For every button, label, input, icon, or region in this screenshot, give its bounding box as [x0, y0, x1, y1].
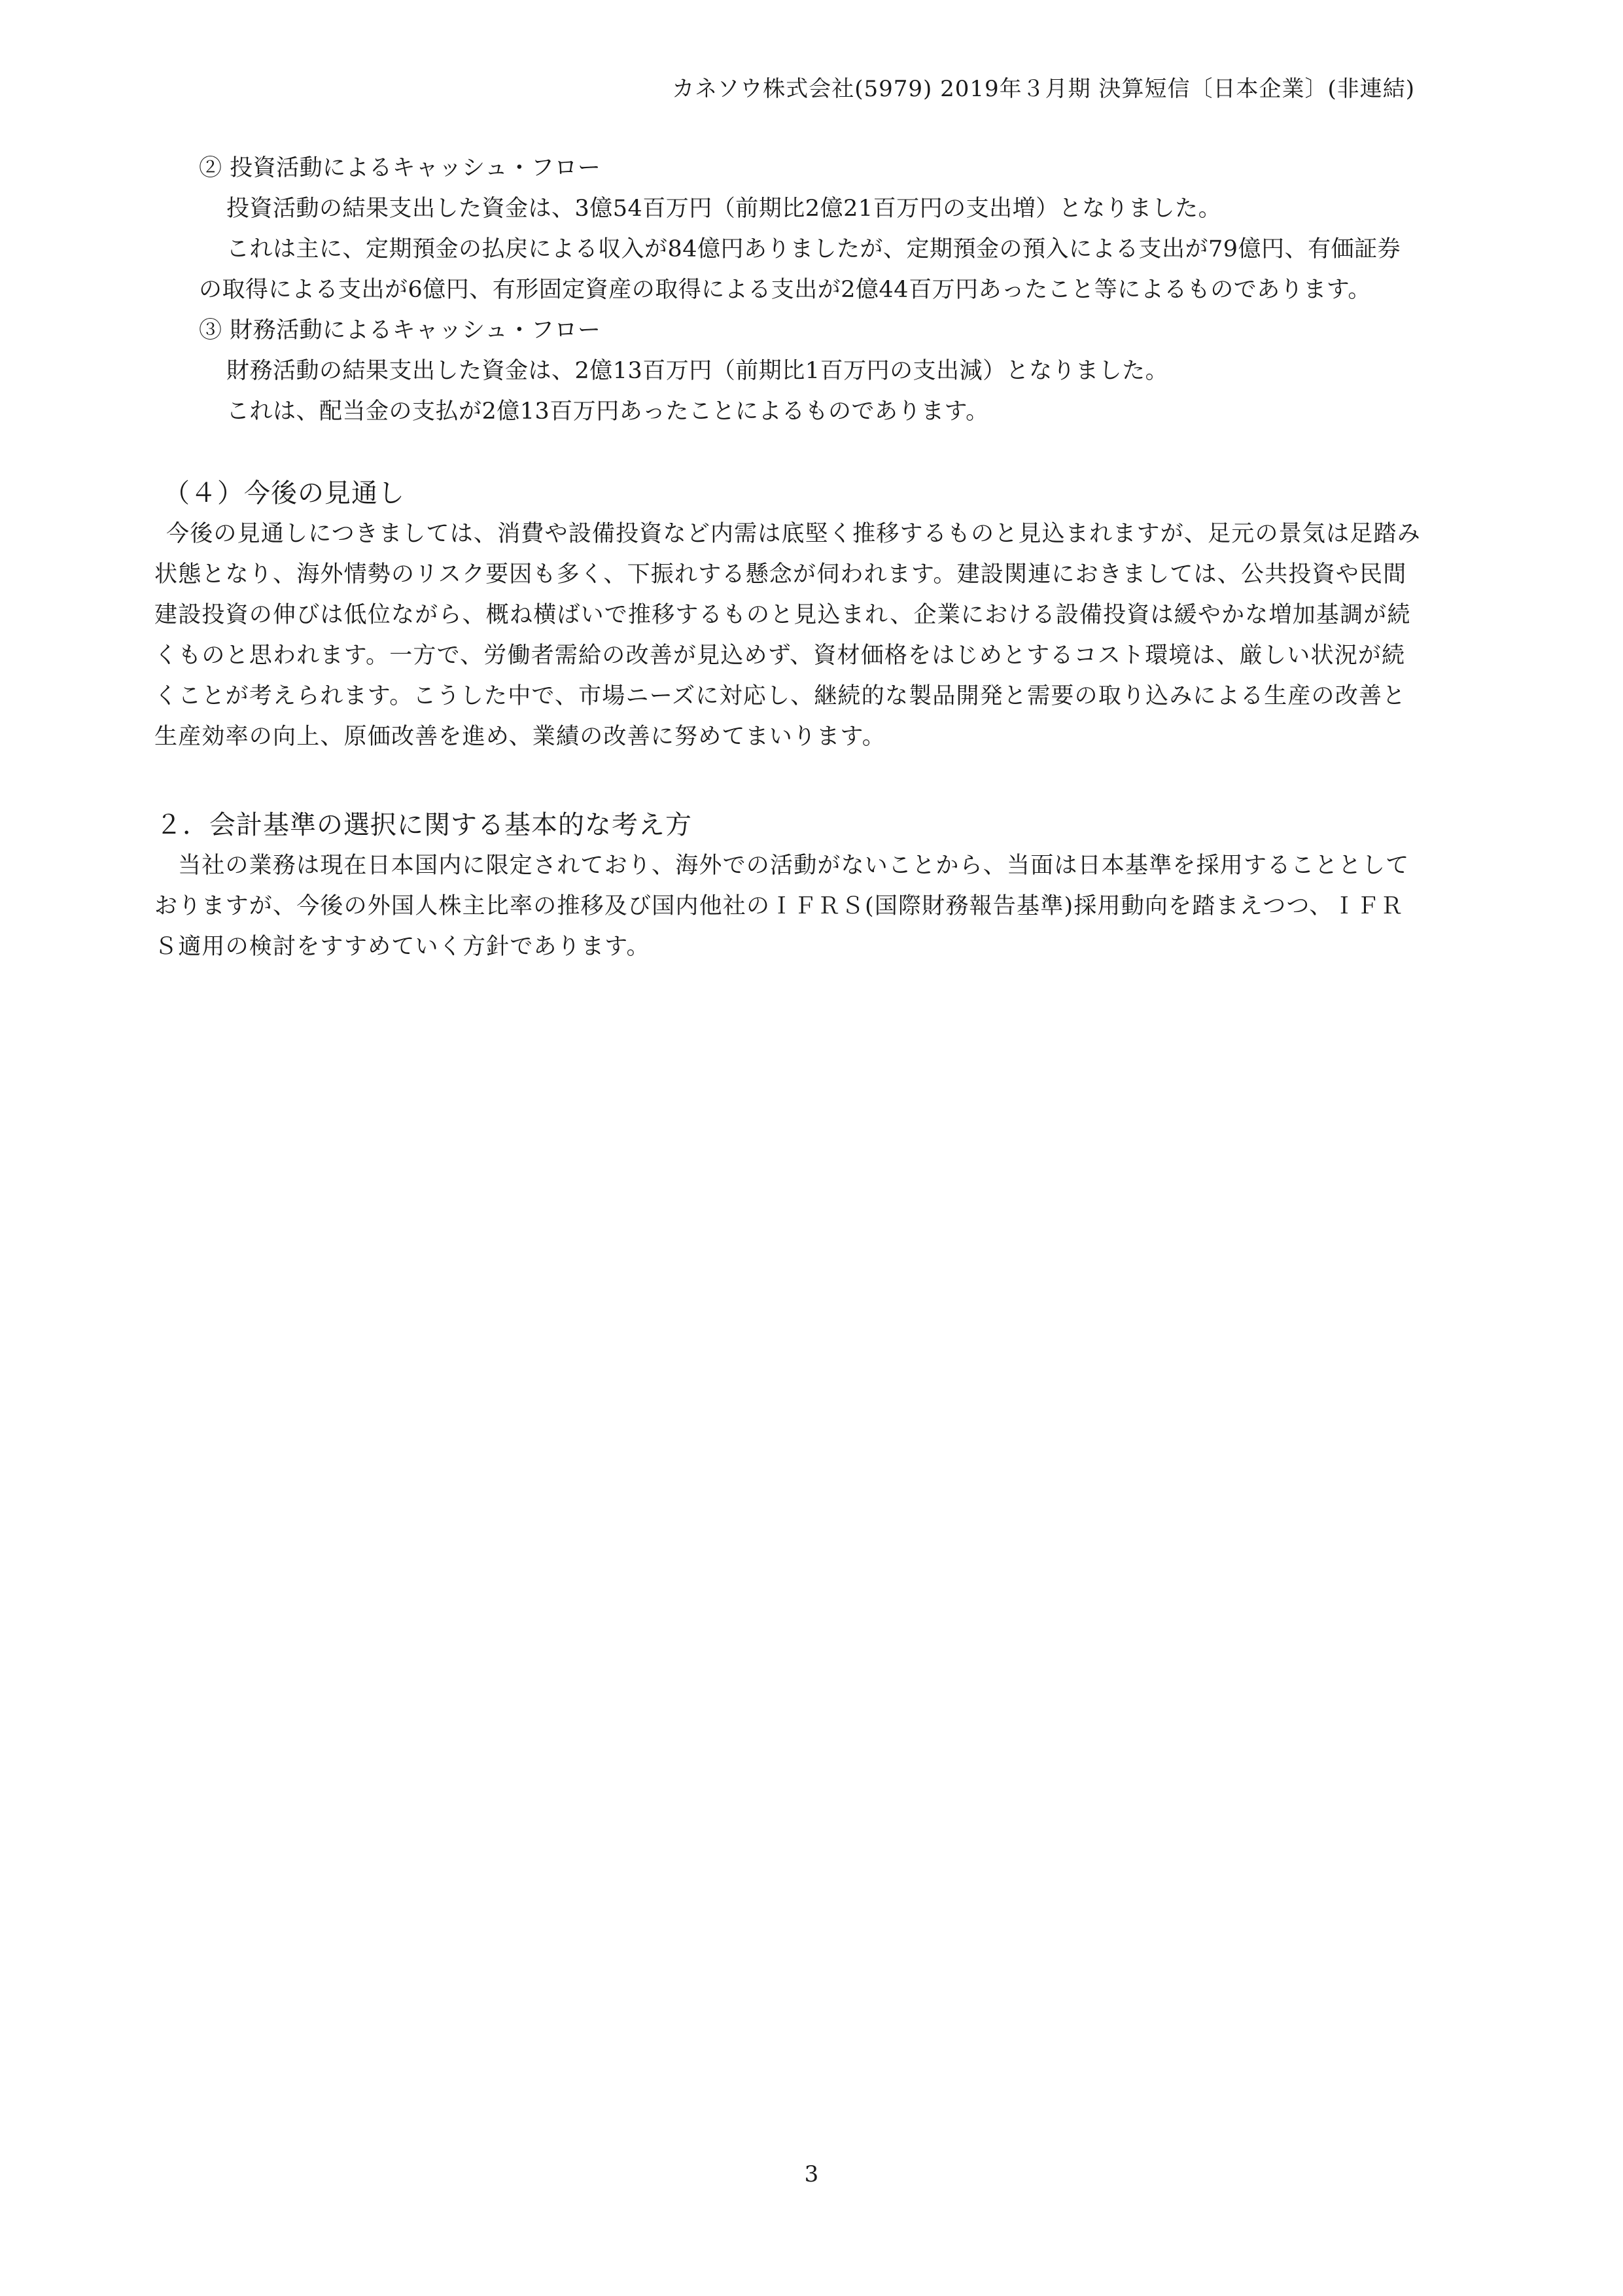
accounting-standards-section — [154, 805, 1469, 967]
investing-cash-flow-line: これは主に、定期預金の払戻による収入が84億円ありましたが、定期預金の預入による支出が79億円、有価証券 — [226, 236, 1401, 262]
financing-cash-flow-line: これは、配当金の支払が2億13百万円あったことによるものであります。 — [226, 398, 989, 425]
accounting-standards-line: Ｓ適用の検討をすすめていく方針であります。 — [154, 934, 650, 960]
page-header: カネソウ株式会社(5979) 2019年３月期 決算短信〔日本企業〕(非連結) — [672, 76, 1415, 102]
accounting-standards-heading: ２．会計基準の選択に関する基本的な考え方 — [156, 810, 692, 840]
outlook-line: 状態となり、海外情勢のリスク要因も多く、下振れする懸念が伺われます。建設関連におきましては、公共投資や民間 — [154, 561, 1407, 588]
outlook-line: 生産効率の向上、原価改善を進め、業績の改善に努めてまいります。 — [154, 724, 886, 750]
accounting-standards-line: 当社の業務は現在日本国内に限定されており、海外での活動がないことから、当面は日本基準を採用することとして — [178, 853, 1410, 879]
outlook-line: 今後の見通しにつきましては、消費や設備投資など内需は底堅く推移するものと見込まれますが、足元の景気は足踏み — [166, 521, 1421, 547]
investing-cash-flow-section — [154, 148, 1469, 310]
outlook-line: くことが考えられます。こうした中で、市場ニーズに対応し、継続的な製品開発と需要の取り込みによる生産の改善と — [154, 683, 1406, 709]
outlook-section — [154, 473, 1469, 757]
accounting-standards-line: おりますが、今後の外国人株主比率の推移及び国内他社のＩＦＲＳ(国際財務報告基準)採用動向を踏まえつつ、ＩＦＲ — [154, 893, 1405, 919]
investing-cash-flow-line: 投資活動の結果支出した資金は、3億54百万円（前期比2億21百万円の支出増）となりました。 — [226, 196, 1222, 222]
outlook-line: くものと思われます。一方で、労働者需給の改善が見込めず、資材価格をはじめとするコスト環境は、厳しい状況が続 — [154, 643, 1406, 669]
investing-cash-flow-line: の取得による支出が6億円、有形固定資産の取得による支出が2億44百万円あったこと等によるものであります。 — [199, 277, 1371, 303]
financing-cash-flow-line: 財務活動の結果支出した資金は、2億13百万円（前期比1百万円の支出減）となりました。 — [226, 358, 1169, 384]
outlook-line: 建設投資の伸びは低位ながら、概ね横ばいで推移するものと見込まれ、企業における設備投資は緩やかな増加基調が続 — [154, 602, 1411, 628]
financing-cash-flow-heading: ③ 財務活動によるキャッシュ・フロー — [199, 317, 601, 344]
outlook-heading: （４）今後の見通し — [164, 478, 405, 508]
investing-cash-flow-heading: ② 投資活動によるキャッシュ・フロー — [199, 155, 601, 181]
financing-cash-flow-section — [154, 310, 1469, 432]
page-number: 3 — [804, 2161, 819, 2187]
